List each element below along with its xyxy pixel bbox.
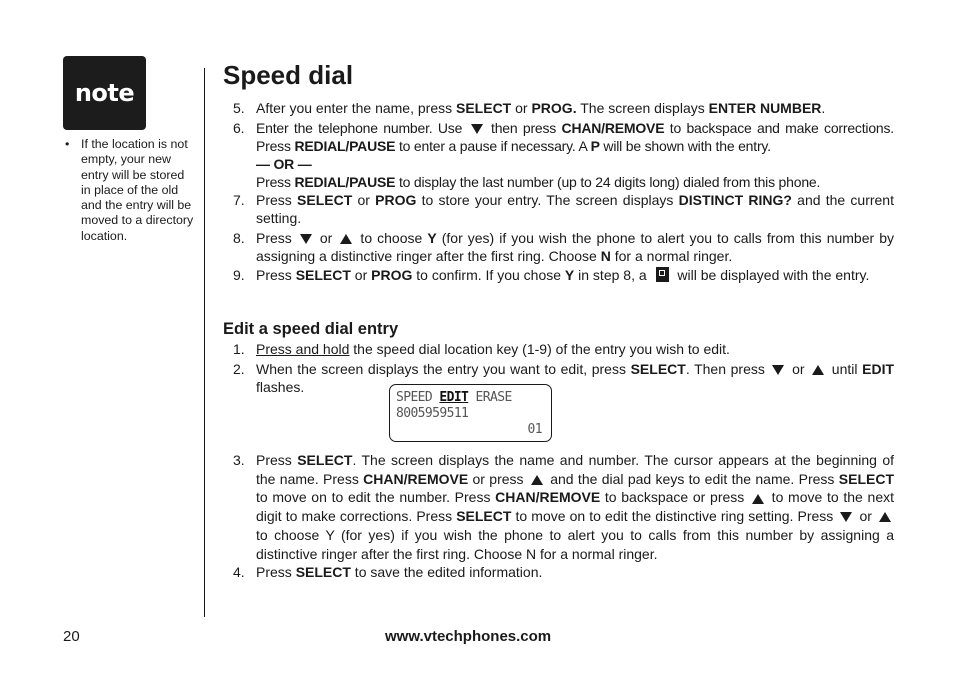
section-heading: Edit a speed dial entry xyxy=(223,320,399,338)
edit-step-3 xyxy=(233,451,894,563)
down-arrow-icon xyxy=(772,365,784,375)
up-arrow-icon xyxy=(879,512,891,522)
step-9 xyxy=(233,266,894,284)
step-number: 8. xyxy=(233,230,245,246)
key-select: SELECT xyxy=(456,100,512,116)
text: . Then press xyxy=(685,361,770,377)
key-chan-remove: CHAN/REMOVE xyxy=(495,489,601,506)
text: for a normal ringer. xyxy=(610,248,733,264)
key-prog: PROG xyxy=(375,192,417,208)
key-redial-pause: REDIAL/PAUSE xyxy=(294,174,396,190)
down-arrow-icon xyxy=(471,124,483,134)
key-chan-remove: CHAN/REMOVE xyxy=(363,470,469,487)
edit-step-2 xyxy=(233,360,894,396)
text: to choose xyxy=(355,230,428,246)
footer-url: www.vtechphones.com xyxy=(385,628,552,645)
text: Press xyxy=(256,174,295,190)
choice-y: Y xyxy=(427,230,437,246)
text: Enter the telephone number. Use xyxy=(256,120,468,136)
step-number: 6. xyxy=(233,120,245,136)
note-text: If the location is not empty, your new entry will be stored in place of the old and the entry will be moved to a directory location. xyxy=(81,137,194,243)
text: or xyxy=(314,230,338,246)
pause-letter: P xyxy=(590,138,600,154)
text: or xyxy=(350,267,372,283)
lcd-screen xyxy=(389,384,552,442)
step-number: 1. xyxy=(233,341,245,357)
text: or press xyxy=(468,470,528,487)
step-number: 7. xyxy=(233,192,245,208)
text: the speed dial location key (1-9) of the entry you wish to edit. xyxy=(349,341,730,357)
text: or xyxy=(787,361,810,377)
text: and the dial pad keys to edit the name. Press xyxy=(545,470,839,487)
page-number: 20 xyxy=(63,628,80,645)
down-arrow-icon xyxy=(840,512,852,522)
text: will be displayed with the entry. xyxy=(673,267,870,283)
text: and the current setting. xyxy=(256,192,894,226)
text: When the screen displays the entry you want to edit, press xyxy=(256,361,631,377)
text: to move on to edit the distinctive ring setting. Press xyxy=(511,508,838,525)
distinctive-ring-icon xyxy=(656,267,669,282)
note-sidebar xyxy=(65,137,195,244)
text: The screen displays xyxy=(576,100,709,116)
text: until xyxy=(827,361,863,377)
text: or xyxy=(352,192,376,208)
text: (for yes) if you wish the phone to alert you to calls from this number by assigning a distinctive ringer after the first ring. Choose xyxy=(256,230,894,264)
text: to save the edited information. xyxy=(350,564,543,580)
key-redial-pause: REDIAL/PAUSE xyxy=(294,138,396,154)
page-title: Speed dial xyxy=(223,60,354,90)
key-prog: PROG xyxy=(371,267,413,283)
key-select: SELECT xyxy=(297,192,353,208)
key-prog: PROG. xyxy=(531,100,577,116)
text: Press xyxy=(256,230,297,246)
step-6 xyxy=(233,119,894,191)
text: Press xyxy=(256,192,298,208)
screen-text: ENTER NUMBER xyxy=(708,100,822,116)
choice-n: N xyxy=(600,248,611,264)
text: then press xyxy=(485,120,562,136)
text: After you enter the name, press xyxy=(256,100,456,116)
text: to backspace or press xyxy=(600,489,749,506)
step-number: 4. xyxy=(233,564,245,580)
text: to store your entry. The screen displays xyxy=(416,192,679,208)
text: in step 8, a xyxy=(574,267,651,283)
screen-text: EDIT xyxy=(862,361,895,377)
up-arrow-icon xyxy=(752,494,764,504)
step-number: 9. xyxy=(233,267,245,283)
step-number: 2. xyxy=(233,361,245,377)
note-badge: note xyxy=(63,56,146,130)
text: . The screen displays the name and number. The cursor appears at the beginning of the name. Press xyxy=(256,452,895,487)
step-number: 3. xyxy=(233,452,245,468)
step-5 xyxy=(233,99,894,117)
lcd-speed: SPEED xyxy=(396,390,433,405)
key-select: SELECT xyxy=(297,452,353,468)
text: to enter a pause if necessary. A xyxy=(395,138,591,154)
text: Press xyxy=(256,564,296,580)
lcd-number: 8005959511 xyxy=(396,406,469,421)
divider xyxy=(204,68,205,617)
text: to display the last number (up to 24 digits long) dialed from this phone. xyxy=(395,174,821,190)
lcd-edit: EDIT xyxy=(439,390,469,405)
text: to move to the next digit to make corrections. Press xyxy=(256,489,894,525)
text: flashes. xyxy=(256,379,305,395)
key-chan-remove: CHAN/REMOVE xyxy=(561,120,665,136)
step-8 xyxy=(233,229,894,265)
text: to backspace and make corrections. Press xyxy=(256,120,894,154)
text: Press xyxy=(256,452,298,468)
step-7 xyxy=(233,191,894,227)
text: will be shown with the entry. xyxy=(599,138,771,154)
text: . xyxy=(821,100,826,116)
note-bullet: • xyxy=(65,137,70,151)
edit-step-1 xyxy=(233,340,894,358)
up-arrow-icon xyxy=(812,365,824,375)
text: to confirm. If you chose xyxy=(412,267,565,283)
key-select: SELECT xyxy=(295,267,351,283)
text: to choose Y (for yes) if you wish the phone to alert you to calls from this number by assigning a distinctive ringer after the first ring. Choose N for a normal ringer. xyxy=(256,526,894,562)
up-arrow-icon xyxy=(340,234,352,244)
key-select: SELECT xyxy=(838,470,894,487)
down-arrow-icon xyxy=(300,234,312,244)
text: or xyxy=(511,100,532,116)
key-select: SELECT xyxy=(456,508,512,525)
screen-text: DISTINCT RING? xyxy=(678,192,792,208)
lcd-location: 01 xyxy=(527,422,542,437)
step-number: 5. xyxy=(233,100,245,116)
key-select: SELECT xyxy=(630,361,686,377)
choice-y: Y xyxy=(564,267,575,283)
up-arrow-icon xyxy=(531,475,543,485)
edit-step-4 xyxy=(233,563,894,581)
text: or xyxy=(855,508,877,525)
text: Press xyxy=(256,267,296,283)
text: to move on to edit the number. Press xyxy=(256,489,496,506)
lcd-erase: ERASE xyxy=(475,390,512,405)
or-separator: — OR — xyxy=(256,156,312,172)
key-select: SELECT xyxy=(295,564,351,580)
underlined-text: Press and hold xyxy=(256,341,350,357)
